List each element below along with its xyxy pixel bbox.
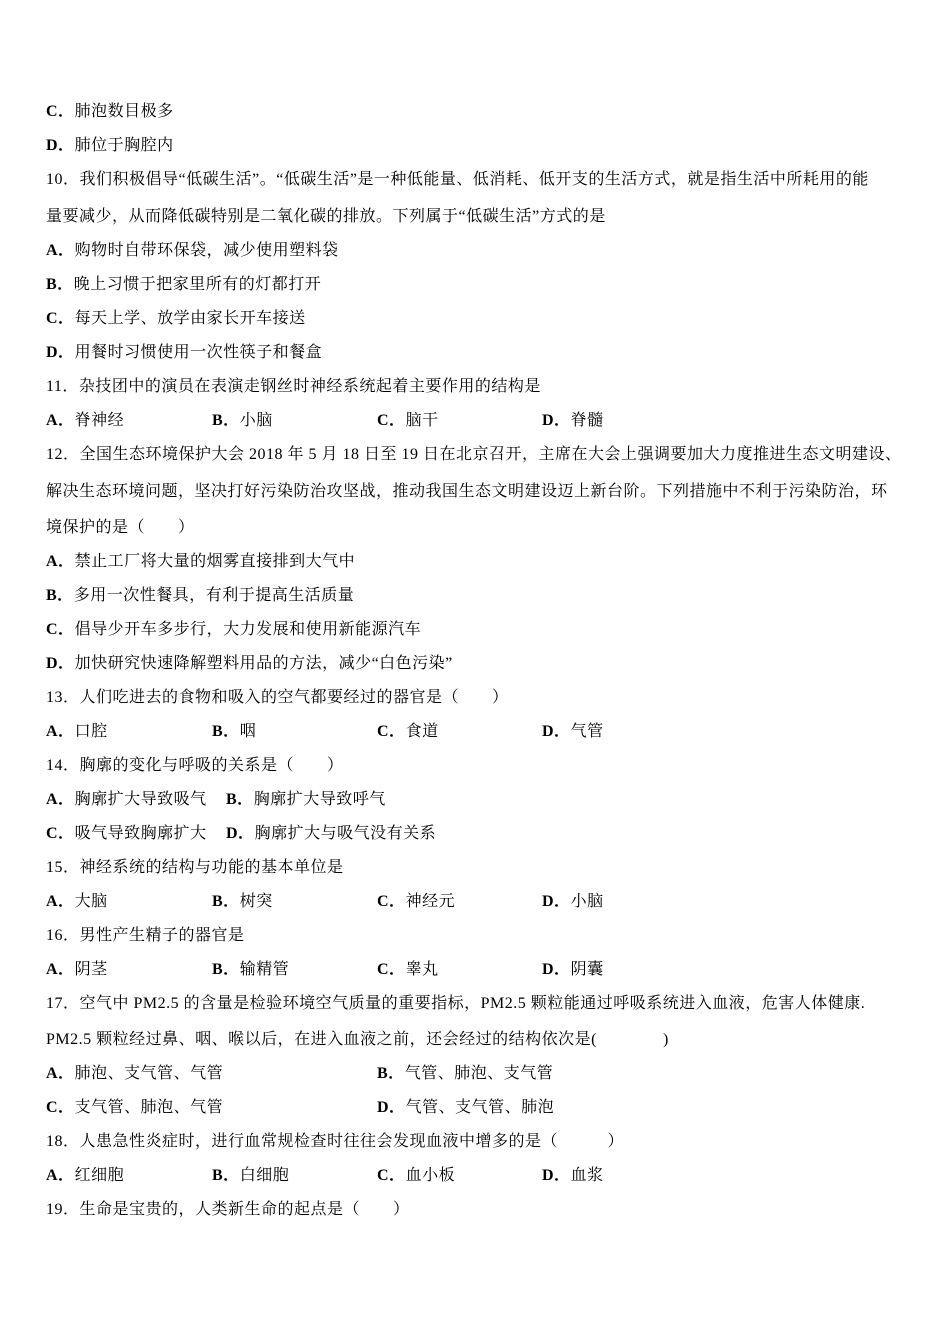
option-text: 白细胞 (239, 1167, 290, 1184)
option-text: 阴囊 (570, 961, 604, 978)
option-label: C． (377, 961, 406, 978)
q10-option-a (46, 240, 339, 262)
q14-stem (46, 755, 344, 777)
q16-stem (46, 925, 245, 947)
question-number: 17． (46, 995, 80, 1012)
q15-options (46, 891, 916, 913)
option-d (542, 721, 604, 743)
q17-options-row-1 (46, 1063, 916, 1085)
q10-stem-line-1 (46, 169, 869, 191)
option-label: A． (46, 791, 75, 808)
option-text: 用餐时习惯使用一次性筷子和餐盒 (74, 344, 323, 361)
stem-text: 境保护的是（ ） (46, 519, 195, 536)
option-text: 胸廓扩大导致呼气 (253, 791, 386, 808)
option-a (46, 891, 108, 913)
option-text: 食道 (405, 723, 439, 740)
question-number: 11． (46, 378, 79, 395)
option-label: A． (46, 961, 75, 978)
option-text: 小脑 (570, 893, 604, 910)
option-label: B． (212, 893, 240, 910)
option-a (46, 789, 207, 811)
option-label: B． (46, 276, 74, 293)
q13-stem (46, 687, 509, 709)
option-label: C． (377, 893, 406, 910)
stem-text: 人患急性炎症时，进行血常规检查时往往会发现血液中增多的是（ ） (79, 1133, 625, 1150)
option-label: D． (542, 893, 571, 910)
stem-text: 解决生态环境问题，坚决打好污染防治攻坚战，推动我国生态文明建设迈上新台阶。下列措施中不利于污染防治，环 (46, 483, 888, 500)
question-number: 10． (46, 171, 80, 188)
q15-stem (46, 857, 344, 879)
q10-option-c (46, 308, 306, 330)
option-text: 睾丸 (405, 961, 439, 978)
option-label: C． (377, 723, 406, 740)
option-b (212, 959, 289, 981)
q10-option-d (46, 342, 322, 364)
option-label: D． (542, 1167, 571, 1184)
stem-text: 全国生态环境保护大会 2018 年 5 月 18 日至 19 日在北京召开，主席在大会上强调要加大力度推进生态文明建设、 (79, 446, 902, 463)
option-label: A． (46, 553, 75, 570)
option-label: C． (377, 412, 406, 429)
q18-options (46, 1165, 916, 1187)
question-number: 16． (46, 927, 80, 944)
option-d (542, 891, 604, 913)
q11-stem (46, 376, 541, 398)
option-b (226, 789, 386, 811)
option-text: 胸廓扩大与吸气没有关系 (254, 825, 437, 842)
option-c (377, 410, 439, 432)
option-text: 肺泡数目极多 (74, 103, 174, 120)
question-number: 13． (46, 689, 80, 706)
option-label: B． (212, 1167, 240, 1184)
q18-stem (46, 1131, 624, 1153)
q17-options-row-2 (46, 1097, 916, 1119)
option-text: 大脑 (74, 893, 108, 910)
option-text: 多用一次性餐具，有利于提高生活质量 (73, 587, 355, 604)
option-text: 吸气导致胸廓扩大 (74, 825, 207, 842)
q12-stem-line-1 (46, 444, 902, 466)
option-c (377, 721, 439, 743)
option-text: 支气管、肺泡、气管 (74, 1099, 224, 1116)
q9-option-d (46, 135, 174, 157)
option-label: C． (46, 621, 75, 638)
q12-option-c (46, 619, 421, 641)
option-label: A． (46, 893, 75, 910)
option-label: B． (226, 791, 254, 808)
option-label: A． (46, 1065, 75, 1082)
q14-options-row-2 (46, 823, 916, 845)
option-label: D． (542, 723, 571, 740)
option-b (212, 721, 256, 743)
option-text: 气管、肺泡、支气管 (404, 1065, 554, 1082)
option-text: 胸廓扩大导致吸气 (74, 791, 207, 808)
option-label: D． (46, 137, 75, 154)
option-label: D． (542, 412, 571, 429)
option-text: 每天上学、放学由家长开车接送 (74, 310, 306, 327)
option-text: 阴茎 (74, 961, 108, 978)
option-text: 脑干 (405, 412, 439, 429)
q16-options (46, 959, 916, 981)
q9-option-c (46, 101, 174, 123)
option-b (377, 1063, 553, 1085)
q12-option-d (46, 653, 453, 675)
option-text: 购物时自带环保袋，减少使用塑料袋 (74, 242, 339, 259)
q14-options-row-1 (46, 789, 916, 811)
option-label: B． (212, 723, 240, 740)
option-text: 肺位于胸腔内 (74, 137, 174, 154)
option-text: 输精管 (239, 961, 290, 978)
option-label: B． (377, 1065, 405, 1082)
question-number: 14． (46, 757, 80, 774)
q12-option-b (46, 585, 354, 607)
option-label: C． (46, 310, 75, 327)
option-label: B． (212, 961, 240, 978)
stem-text: 人们吃进去的食物和吸入的空气都要经过的器官是（ ） (79, 689, 509, 706)
option-a (46, 410, 124, 432)
option-text: 加快研究快速降解塑料用品的方法，减少“白色污染” (74, 655, 453, 672)
option-label: D． (46, 655, 75, 672)
option-text: 口腔 (74, 723, 108, 740)
stem-text: 杂技团中的演员在表演走钢丝时神经系统起着主要作用的结构是 (78, 378, 541, 395)
stem-text: 我们积极倡导“低碳生活”。“低碳生活”是一种低能量、低消耗、低开支的生活方式，就是指生活中所耗用的能 (79, 171, 869, 188)
q19-stem (46, 1199, 410, 1221)
option-label: D． (226, 825, 255, 842)
option-d (226, 823, 436, 845)
option-label: D． (377, 1099, 406, 1116)
q13-options (46, 721, 916, 743)
option-text: 脊髓 (570, 412, 604, 429)
option-text: 血小板 (405, 1167, 456, 1184)
option-label: C． (46, 103, 75, 120)
option-label: D． (542, 961, 571, 978)
option-c (46, 1097, 223, 1119)
option-text: 气管、支气管、肺泡 (405, 1099, 555, 1116)
question-number: 12． (46, 446, 80, 463)
option-text: 神经元 (405, 893, 456, 910)
question-number: 18． (46, 1133, 80, 1150)
option-a (46, 1063, 223, 1085)
option-text: 倡导少开车多步行，大力发展和使用新能源汽车 (74, 621, 422, 638)
stem-text: PM2.5 颗粒经过鼻、咽、喉以后，在进入血液之前，还会经过的结构依次是( ) (46, 1031, 669, 1048)
q17-stem-line-1 (46, 993, 865, 1015)
option-b (212, 891, 273, 913)
option-c (377, 1165, 455, 1187)
option-label: A． (46, 412, 75, 429)
option-text: 小脑 (239, 412, 273, 429)
stem-text: 生命是宝贵的，人类新生命的起点是（ ） (79, 1201, 410, 1218)
question-number: 15． (46, 859, 80, 876)
option-label: B． (212, 412, 240, 429)
option-label: C． (377, 1167, 406, 1184)
option-b (212, 410, 273, 432)
option-c (46, 823, 207, 845)
stem-text: 神经系统的结构与功能的基本单位是 (79, 859, 344, 876)
option-d (542, 410, 604, 432)
option-a (46, 1165, 124, 1187)
option-d (377, 1097, 554, 1119)
option-label: C． (46, 825, 75, 842)
q10-option-b (46, 274, 321, 296)
option-text: 红细胞 (74, 1167, 125, 1184)
q12-stem-line-3 (46, 517, 195, 539)
option-d (542, 959, 604, 981)
option-c (377, 959, 439, 981)
option-label: B． (46, 587, 74, 604)
option-label: A． (46, 1167, 75, 1184)
stem-text: 空气中 PM2.5 的含量是检验环境空气质量的重要指标，PM2.5 颗粒能通过呼吸系统进入血液，危害人体健康. (79, 995, 866, 1012)
option-a (46, 959, 108, 981)
option-text: 晚上习惯于把家里所有的灯都打开 (73, 276, 322, 293)
option-text: 咽 (239, 723, 257, 740)
stem-text: 量要减少，从而降低碳特别是二氧化碳的排放。下列属于“低碳生活”方式的是 (46, 208, 606, 225)
option-b (212, 1165, 289, 1187)
option-label: A． (46, 242, 75, 259)
option-text: 肺泡、支气管、气管 (74, 1065, 224, 1082)
option-text: 血浆 (570, 1167, 604, 1184)
option-label: A． (46, 723, 75, 740)
option-label: D． (46, 344, 75, 361)
option-text: 气管 (570, 723, 604, 740)
q12-stem-line-2 (46, 481, 888, 503)
option-d (542, 1165, 604, 1187)
option-text: 禁止工厂将大量的烟雾直接排到大气中 (74, 553, 356, 570)
option-text: 脊神经 (74, 412, 125, 429)
q12-option-a (46, 551, 355, 573)
q11-options (46, 410, 916, 432)
option-a (46, 721, 108, 743)
q17-stem-line-2 (46, 1029, 669, 1051)
option-c (377, 891, 455, 913)
option-text: 树突 (239, 893, 273, 910)
q10-stem-line-2 (46, 206, 606, 228)
question-number: 19． (46, 1201, 80, 1218)
option-label: C． (46, 1099, 75, 1116)
stem-text: 男性产生精子的器官是 (79, 927, 245, 944)
stem-text: 胸廓的变化与呼吸的关系是（ ） (79, 757, 344, 774)
